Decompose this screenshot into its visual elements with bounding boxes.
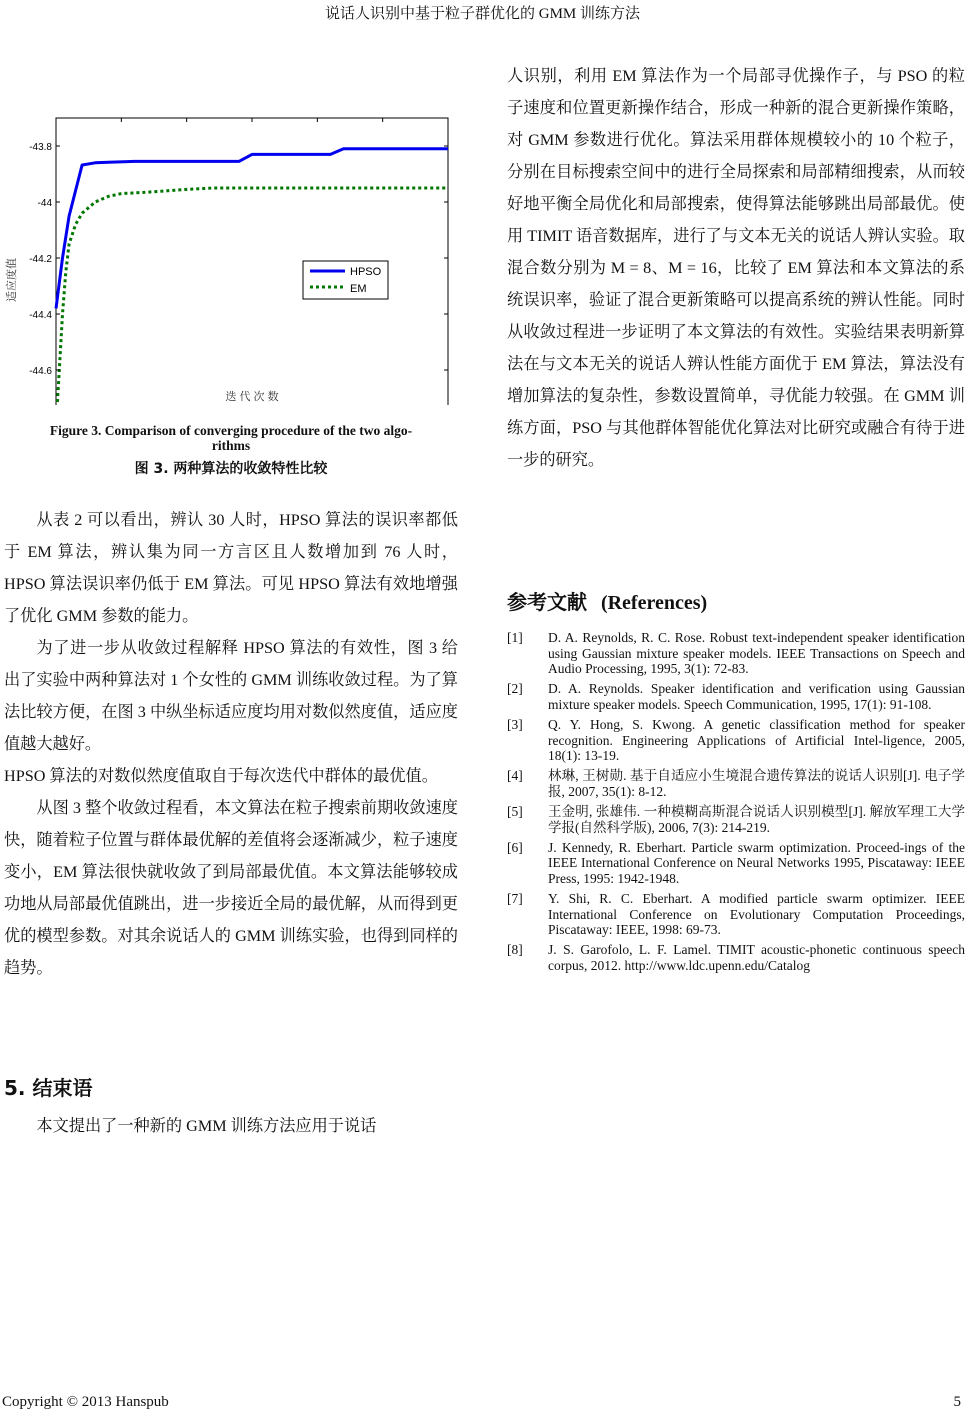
y-tick-label: -43.8 [29, 142, 52, 153]
reference-text: 林琳, 王树勋. 基于自适应小生境混合遗传算法的说话人识别[J]. 电子学报, 2007, 35(1): 8-12. [548, 768, 965, 799]
y-tick-label: -44.2 [29, 254, 52, 265]
paragraph: 本文提出了一种新的 GMM 训练方法应用于说话 [36, 1117, 377, 1135]
legend-label-em: EM [350, 283, 367, 295]
reference-text: J. S. Garofolo, L. F. Lamel. TIMIT acoustic-phonetic continuous speech corpus, 2012. http://www.ldc.upenn.edu/Catalog [548, 942, 965, 973]
reference-number: [4] [507, 768, 523, 784]
reference-item [507, 717, 965, 764]
reference-item [507, 768, 965, 799]
reference-number: [5] [507, 803, 523, 819]
reference-item [507, 681, 965, 712]
x-axis-label: 迭 代 次 数 [225, 391, 279, 403]
references-list [507, 630, 965, 978]
paragraph: 人识别，利用 EM 算法作为一个局部寻优操作子，与 PSO 的粒子速度和位置更新操作结合，形成一种新的混合更新操作策略，对 GMM 参数进行优化。算法采用群体规模较小的 10 个粒子，分别在目标搜索空间中的进行全局探索和局部精细搜索，从而较好地平衡全局优化和局部搜索，使得算法能够跳出局部最优。使用 TIMIT 语音数据库，进行了与文本无关的说话人辨认实验。取混合数分别为 M = 8、M = 16，比较了 EM 算法和本文算法的系统误识率，验证了混合更新策略可以提高系统的辨认性能。同时从收敛过程进一步证明了本文算法的有效性。实验结果表明新算法在与文本无关的说话人辨认性能方面优于 EM 算法，算法没有增加算法的复杂性，参数设置简单，寻优能力较强。在 GMM 训练方面，PSO 与其他群体智能优化算法对比研究或融合有待于进一步的研究。 [507, 67, 965, 469]
figure-caption-en-line2: rithms [211, 438, 251, 453]
y-axis-label: 适应度值 [6, 258, 18, 302]
reference-item [507, 840, 965, 887]
reference-item [507, 804, 965, 835]
left-column-body [4, 504, 458, 984]
figure-caption-en-line1: Figure 3. Comparison of converging procedure of the two algo- [49, 423, 413, 438]
right-column-body [507, 60, 965, 476]
reference-text: D. A. Reynolds, R. C. Rose. Robust text-independent speaker identification using Gaussian mixture speaker models. IEEE Transactions on Speech and Audio Processing, 1995, 3(1): 72-83. [548, 630, 965, 677]
reference-text: Q. Y. Hong, S. Kwong. A genetic classification method for speaker recognition. Engineering Applications of Artificial Intel-ligence, 2005, 18(1): 13-19. [548, 716, 965, 764]
conclusion-start [4, 1110, 458, 1142]
references-heading [507, 586, 707, 615]
references-heading-zh: 参考文献 [507, 590, 587, 614]
reference-text: 王金明, 张雄伟. 一种模糊高斯混合说话人识别模型[J]. 解放军理工大学学报(自然科学版), 2006, 7(3): 214-219. [548, 803, 965, 835]
y-tick-label: -44 [37, 198, 52, 209]
reference-item [507, 630, 965, 677]
paragraph: 从表 2 可以看出，辨认 30 人时，HPSO 算法的误识率都低于 EM 算法，辨认集为同一方言区且人数增加到 76 人时，HPSO 算法误识率仍低于 EM 算法。可见 HPSO 算法有效地增强了优化 GMM 参数的能力。 [4, 511, 458, 625]
footer-page-number: 5 [953, 1394, 961, 1410]
reference-text: D. A. Reynolds. Speaker identification and verification using Gaussian mixture speaker models. Speech Communication, 1995, 17(1): 91-108. [548, 681, 965, 712]
chart-legend [303, 261, 388, 299]
reference-number: [1] [507, 630, 523, 645]
reference-item [507, 891, 965, 938]
reference-number: [3] [507, 716, 523, 732]
figure-caption-en [0, 423, 462, 453]
legend-label-hpso: HPSO [350, 266, 382, 278]
reference-item [507, 942, 965, 973]
reference-text: Y. Shi, R. C. Eberhart. A modified particle swarm optimizer. IEEE International Conference on Evolutionary Computation Proceedings, Piscataway: IEEE, 1998: 69-73. [548, 890, 965, 938]
convergence-line-chart [0, 55, 470, 405]
section-heading-conclusion: 5. 结束语 [4, 1076, 93, 1100]
paragraph: 为了进一步从收敛过程解释 HPSO 算法的有效性，图 3 给出了实验中两种算法对 1 个女性的 GMM 训练收敛过程。为了算法比较方便，在图 3 中纵坐标适应度均用对数似然度值，适应度值越大越好。 [4, 639, 458, 753]
paragraph: 从图 3 整个收敛过程看，本文算法在粒子搜索前期收敛速度快，随着粒子位置与群体最优解的差值将会逐渐减少，粒子速度变小，EM 算法很快就收敛了到局部最优值。本文算法能够较成功地从局部最优值跳出，进一步接近全局的最优解，从而得到更优的模型参数。对其余说话人的 GMM 训练实验，也得到同样的趋势。 [4, 799, 458, 977]
y-tick-label: -44.6 [29, 366, 52, 377]
paragraph: HPSO 算法的对数似然度值取自于每次迭代中群体的最优值。 [4, 767, 438, 785]
reference-text: J. Kennedy, R. Eberhart. Particle swarm optimization. Proceed-ings of the IEEE International Conference on Neural Networks 1995, Piscataway: IEEE Press, 1995: 1942-1948. [548, 839, 965, 886]
figure-caption-zh: 图 3. 两种算法的收敛特性比较 [134, 461, 328, 477]
reference-number: [6] [507, 839, 523, 855]
reference-number: [8] [507, 942, 523, 958]
reference-number: [7] [507, 890, 523, 906]
y-tick-label: -44.4 [29, 310, 52, 321]
figure-3-chart [0, 55, 470, 405]
references-heading-en: (References) [600, 592, 708, 614]
running-title: 说话人识别中基于粒子群优化的 GMM 训练方法 [324, 6, 640, 22]
footer-copyright: Copyright © 2013 Hanspub [2, 1394, 169, 1410]
reference-number: [2] [507, 681, 523, 697]
